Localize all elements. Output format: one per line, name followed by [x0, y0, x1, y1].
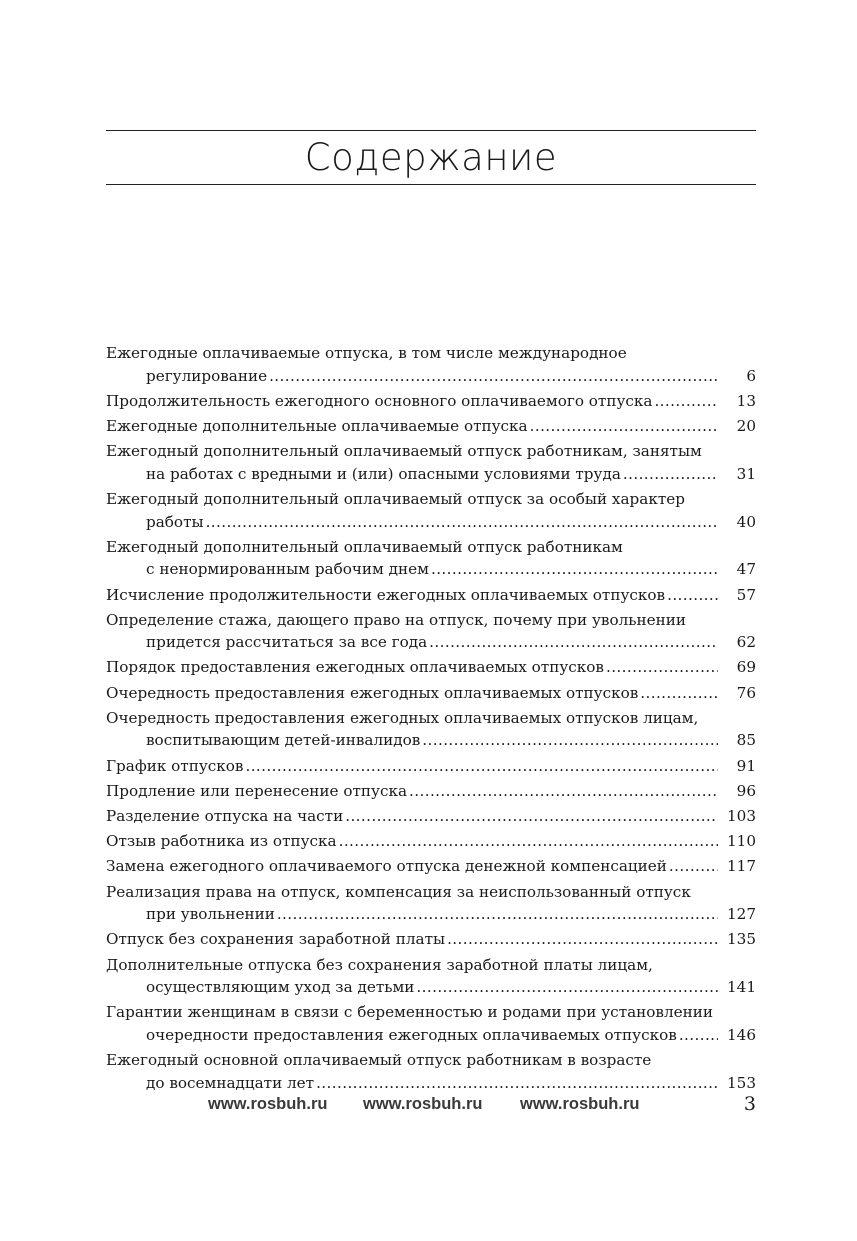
- toc-entry-line: [106, 558, 756, 581]
- toc-leader-dots: [345, 805, 718, 828]
- toc-leader-dots: [431, 558, 718, 581]
- toc-entry[interactable]: [106, 656, 756, 679]
- toc-entry-title: Порядок предоставления ежегодных оплачиваемых отпусков: [106, 658, 604, 677]
- toc-entry-line: [106, 682, 756, 705]
- toc-leader-dots: [316, 1072, 718, 1095]
- toc-page-number: 96: [736, 781, 756, 800]
- toc-entry[interactable]: [106, 755, 756, 778]
- toc-entry-title: при увольнении: [146, 905, 275, 924]
- toc-leader-dots: [339, 830, 718, 853]
- toc-entry-title: Ежегодный основной оплачиваемый отпуск работникам в возрасте: [106, 1051, 652, 1070]
- toc-entry-title: Ежегодный дополнительный оплачиваемый отпуск работникам, занятым: [106, 442, 702, 461]
- title-top-rule: [106, 130, 756, 131]
- toc-entry-line: [106, 440, 756, 463]
- toc-leader-dots: [606, 656, 718, 679]
- toc-entry-line: [106, 780, 756, 803]
- title-bottom-rule: [106, 184, 756, 185]
- toc-entry-title: воспитывающим детей-инвалидов: [146, 731, 421, 750]
- toc-entry-line: [106, 881, 756, 904]
- toc-entry-title: регулирование: [146, 366, 268, 385]
- toc-entry[interactable]: [106, 830, 756, 853]
- toc-entry-title: График отпусков: [106, 756, 244, 775]
- toc-leader-dots: [409, 780, 718, 803]
- toc-entry-line: [106, 365, 756, 388]
- toc-page-number: 76: [736, 683, 756, 702]
- toc-entry[interactable]: [106, 390, 756, 413]
- toc-page-number: 47: [736, 560, 756, 579]
- toc-page-number: 117: [727, 857, 756, 876]
- toc-entry-line: [106, 755, 756, 778]
- toc-entry-line: [106, 415, 756, 438]
- toc-entry-title: Ежегодный дополнительный оплачиваемый отпуск за особый характер: [106, 489, 685, 508]
- toc-entry-line: [106, 729, 756, 752]
- toc-page-number: 146: [727, 1025, 756, 1044]
- toc-entry[interactable]: [106, 954, 756, 999]
- toc-entry[interactable]: [106, 682, 756, 705]
- toc-entry[interactable]: [106, 780, 756, 803]
- toc-entry[interactable]: [106, 1001, 756, 1046]
- toc-entry-title: Реализация права на отпуск, компенсация за неиспользованный отпуск: [106, 882, 691, 901]
- toc-entry-line: [106, 536, 756, 559]
- toc-entry-title: Ежегодные оплачиваемые отпуска, в том числе международное: [106, 344, 627, 362]
- toc-page-number: 85: [736, 731, 756, 750]
- toc-entry-line: [106, 928, 756, 951]
- toc-entry-line: [106, 463, 756, 486]
- footer-website-link[interactable]: www.rosbuh.ru: [208, 1095, 328, 1113]
- toc-page-number: 110: [727, 832, 756, 851]
- toc-entry-title: Дополнительные отпуска без сохранения заработной платы лицам,: [106, 955, 653, 974]
- toc-entry[interactable]: [106, 928, 756, 951]
- toc-entry-title: Ежегодные дополнительные оплачиваемые отпуска: [106, 416, 528, 435]
- page-number: 3: [743, 1093, 756, 1115]
- toc-entry-title: Отзыв работника из отпуска: [106, 832, 337, 851]
- toc-page-number: 6: [746, 366, 756, 385]
- toc-entry-line: [106, 584, 756, 607]
- toc-leader-dots: [269, 365, 718, 388]
- toc-entry[interactable]: [106, 1049, 756, 1094]
- toc-leader-dots: [447, 928, 718, 951]
- toc-page-number: 69: [736, 658, 756, 677]
- toc-page-number: 153: [727, 1073, 756, 1092]
- toc-entry-line: [106, 1072, 756, 1095]
- toc-leader-dots: [623, 463, 718, 486]
- toc-entry-line: [106, 511, 756, 534]
- toc-entry-line: [106, 631, 756, 654]
- toc-entry[interactable]: [106, 609, 756, 654]
- table-of-contents: [106, 342, 756, 1094]
- toc-entry-title: Ежегодный дополнительный оплачиваемый отпуск работникам: [106, 537, 623, 556]
- toc-entry[interactable]: [106, 855, 756, 878]
- toc-entry-title: работы: [146, 512, 204, 531]
- toc-entry-line: [106, 954, 756, 977]
- toc-page-number: 91: [736, 756, 756, 775]
- toc-entry[interactable]: [106, 707, 756, 752]
- toc-page-number: 141: [727, 978, 756, 997]
- page-title: Содержание: [304, 136, 558, 179]
- toc-page-number: 127: [727, 905, 756, 924]
- toc-page-number: 103: [727, 807, 756, 825]
- toc-leader-dots: [669, 855, 718, 878]
- toc-entry-title: с ненормированным рабочим днем: [146, 560, 429, 579]
- footer-website-link[interactable]: www.rosbuh.ru: [520, 1095, 640, 1113]
- toc-page-number: 40: [736, 512, 756, 531]
- toc-entry-title: до восемнадцати лет: [146, 1073, 315, 1092]
- toc-entry-line: [106, 609, 756, 632]
- toc-entry-title: Продление или перенесение отпуска: [106, 781, 408, 800]
- toc-entry-title: Замена ежегодного оплачиваемого отпуска денежной компенсацией: [106, 857, 667, 876]
- toc-leader-dots: [206, 511, 718, 534]
- toc-entry-line: [106, 855, 756, 878]
- toc-leader-dots: [679, 1024, 718, 1047]
- toc-leader-dots: [530, 415, 718, 438]
- toc-entry-title: Определение стажа, дающего право на отпуск, почему при увольнении: [106, 610, 687, 629]
- toc-leader-dots: [654, 390, 718, 413]
- toc-entry-line: [106, 903, 756, 926]
- toc-entry-title: Отпуск без сохранения заработной платы: [106, 930, 446, 949]
- toc-entry-title: Очередность предоставления ежегодных оплачиваемых отпусков лицам,: [106, 708, 699, 727]
- toc-entry[interactable]: [106, 881, 756, 926]
- toc-page-number: 57: [736, 585, 756, 604]
- toc-entry-line: [106, 976, 756, 999]
- toc-entry-title: Разделение отпуска на части: [106, 807, 344, 825]
- toc-entry[interactable]: [106, 488, 756, 533]
- toc-entry[interactable]: [106, 440, 756, 485]
- toc-leader-dots: [245, 755, 718, 778]
- toc-entry-line: [106, 1049, 756, 1072]
- toc-entry-line: [106, 656, 756, 679]
- toc-entry-line: [106, 707, 756, 730]
- toc-leader-dots: [640, 682, 718, 705]
- toc-entry-title: Гарантии женщинам в связи с беременностью и родами при установлении: [106, 1003, 713, 1022]
- toc-entry-title: Исчисление продолжительности ежегодных оплачиваемых отпусков: [106, 585, 666, 604]
- page-footer: [106, 1092, 756, 1116]
- toc-page-number: 135: [727, 930, 756, 949]
- toc-entry-title: придется рассчитаться за все года: [146, 633, 428, 652]
- toc-entry[interactable]: [106, 805, 756, 828]
- toc-entry-title: очередности предоставления ежегодных оплачиваемых отпусков: [146, 1025, 677, 1044]
- toc-page-number: 13: [736, 391, 756, 410]
- toc-entry[interactable]: [106, 536, 756, 581]
- toc-entry-line: [106, 488, 756, 511]
- toc-entry-title: Продолжительность ежегодного основного оплачиваемого отпуска: [106, 391, 653, 410]
- toc-entry-line: [106, 805, 756, 828]
- toc-page-number: 62: [736, 633, 756, 652]
- footer-website-link[interactable]: www.rosbuh.ru: [363, 1095, 483, 1113]
- toc-entry-line: [106, 1001, 756, 1024]
- toc-entry[interactable]: [106, 415, 756, 438]
- toc-entry[interactable]: [106, 342, 756, 387]
- toc-entry-title: Очередность предоставления ежегодных оплачиваемых отпусков: [106, 683, 639, 702]
- toc-entry-line: [106, 830, 756, 853]
- toc-page-number: 31: [736, 464, 756, 483]
- toc-entry-line: [106, 1024, 756, 1047]
- toc-entry-title: на работах с вредными и (или) опасными условиями труда: [146, 464, 621, 483]
- toc-entry-line: [106, 342, 756, 365]
- toc-leader-dots: [416, 976, 718, 999]
- toc-entry[interactable]: [106, 584, 756, 607]
- toc-leader-dots: [277, 903, 718, 926]
- toc-page-number: 20: [736, 416, 756, 435]
- toc-entry-title: осуществляющим уход за детьми: [146, 978, 415, 997]
- toc-leader-dots: [422, 729, 718, 752]
- toc-leader-dots: [667, 584, 718, 607]
- toc-entry-line: [106, 390, 756, 413]
- toc-leader-dots: [429, 631, 718, 654]
